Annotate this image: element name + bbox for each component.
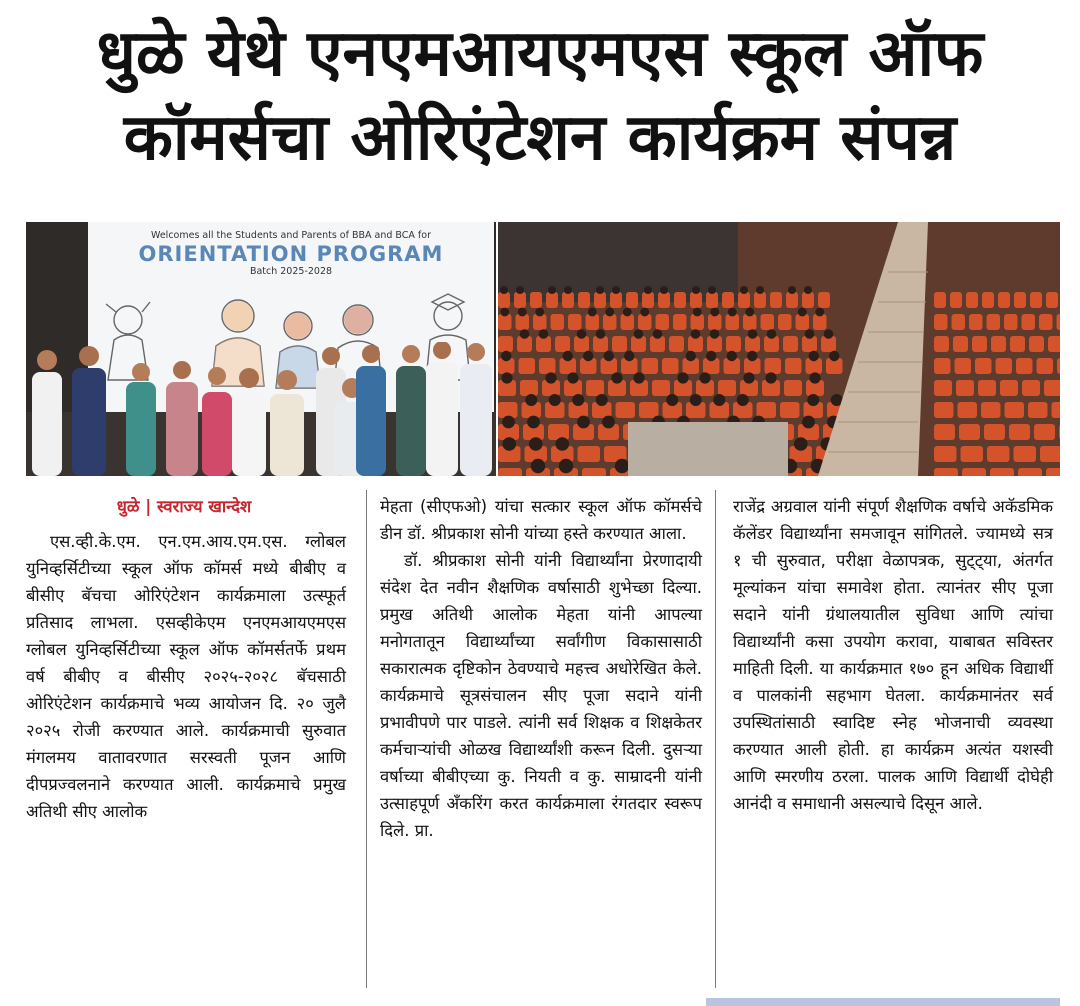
screen-batch: Batch 2025-2028 [249, 266, 333, 277]
bottom-strip [706, 998, 1060, 1006]
photo-strip [26, 222, 1060, 476]
article-column-1 [26, 493, 346, 825]
column-divider-2 [715, 490, 716, 988]
screen-title: ORIENTATION PROGRAM [138, 242, 444, 266]
column-1-text: एस.व्ही.के.एम. एन.एम.आय.एम.एस. ग्लोबल युनिव्हर्सिटीच्या स्कूल ऑफ कॉमर्स मध्ये बीबीए व बीसीए बॅचचा ओरिएंटेशन कार्यक्रमाला उत्स्फूर्त प्रतिसाद लाभला. एसव्हीकेएम एनएमआयएमएस ग्लोबल युनिव्हर्सिटीच्या स्कूल ऑफ कॉमर्सतर्फे प्रथम वर्ष बीबीए व बीसीए २०२५-२०२८ बॅचसाठी ओरिएंटेशन कार्यक्रमाचे भव्य आयोजन दि. २० जुलै २०२५ रोजी करण्यात आले. कार्यक्रमाची सुरुवात मंगलमय वातावरणात सरस्वती पूजन आणि दीपप्रज्वलनाने करण्यात आली. कार्यक्रमाचे प्रमुख अतिथी सीए आलोक [26, 532, 346, 821]
headline [0, 12, 1080, 180]
column-2-text-a: मेहता (सीएफओ) यांचा सत्कार स्कूल ऑफ कॉमर्सचे डीन डॉ. श्रीप्रकाश सोनी यांच्या हस्ते करण्यात आला. [380, 497, 702, 543]
screen-welcome-text: Welcomes all the Students and Parents of BBA and BCA for [151, 230, 431, 241]
dateline: धुळे | स्वराज्य खान्देश [116, 497, 252, 516]
audience-photo [498, 222, 1060, 476]
stage-photo [26, 222, 496, 476]
people-on-stage [26, 342, 496, 476]
article-column-3 [733, 493, 1053, 817]
headline-line-1: धुळे येथे एनएमआयएमएस स्कूल ऑफ [96, 17, 984, 91]
column-2-text-b: डॉ. श्रीप्रकाश सोनी यांनी विद्यार्थ्यांना प्रेरणादायी संदेश देत नवीन शैक्षणिक वर्षासाठी शुभेच्छा दिल्या. प्रमुख अतिथी आलोक मेहता यांनी आपल्या मनोगतातून विद्यार्थ्यांच्या सर्वांगीण विकासासाठी सकारात्मक दृष्टिकोन ठेवण्याचे महत्त्व अधोरेखित केले. कार्यक्रमाचे सूत्रसंचालन सीए पूजा सदाने यांनी प्रभावीपणे पार पाडले. त्यांनी सर्व शिक्षक व शिक्षकेतर कर्मचाऱ्यांची ओळख विद्यार्थ्यांशी करून दिली. दुसऱ्या वर्षाच्या बीबीएच्या कु. नियती व कु. साम्रादनी यांनी उत्साहपूर्ण अँकरिंग करत कार्यक्रमाला रंगतदार स्वरूप दिले. प्रा. [380, 551, 702, 840]
column-divider-1 [366, 490, 367, 988]
article-column-2 [380, 493, 702, 844]
column-3-text: राजेंद्र अग्रवाल यांनी संपूर्ण शैक्षणिक वर्षाचे अकॅडमिक कॅलेंडर विद्यार्थ्यांना समजावून सांगितले. ज्यामध्ये सत्र १ ची सुरुवात, परीक्षा वेळापत्रक, सुट्ट्या, अंतर्गत मूल्यांकन यांचा समावेश होता. त्यानंतर सीए पूजा सदाने यांनी ग्रंथालयातील सुविधा आणि त्यांचा विद्यार्थ्यांनी कसा उपयोग करावा, याबाबत सविस्तर माहिती दिली. या कार्यक्रमात १७० हून अधिक विद्यार्थी व पालकांनी सहभाग घेतला. कार्यक्रमानंतर सर्व उपस्थितांसाठी स्वादिष्ट स्नेह भोजनाची व्यवस्था करण्यात आली होती. हा कार्यक्रम अत्यंत यशस्वी आणि स्मरणीय ठरला. पालक आणि विद्यार्थी दोघेही आनंदी व समाधानी असल्याचे दिसून आले. [733, 497, 1053, 813]
auditorium-seating [498, 222, 1060, 476]
headline-line-2: कॉमर्सचा ओरिएंटेशन कार्यक्रम संपन्न [123, 101, 957, 175]
